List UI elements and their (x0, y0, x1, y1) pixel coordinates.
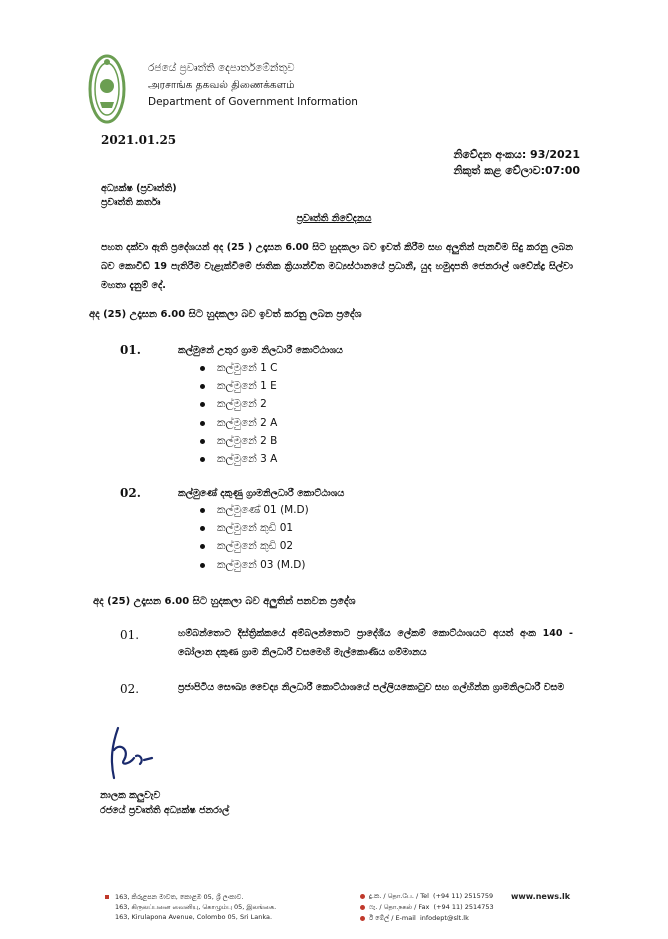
footer-fax: ෆැ. / தொ.நகல் / Fax (+94 11) 2514753 (360, 903, 494, 912)
footer-address-sinhala: 163, කිරුළපන මාවත, කොළඹ 05, ශ්‍රී ලංකාව. (105, 893, 243, 902)
release-number: නිවේදන අංකය: 93/2021 (453, 148, 580, 161)
list-item: කල්මුනේ කුඩි 02 (200, 537, 309, 555)
phone-icon (360, 894, 365, 899)
section-2-heading: අද (25) උදෑසන 6.00 සිට හුදකලා බව අලුතින් පනවන ප්‍රදේශ (93, 596, 356, 607)
list-item: කල්මුනේ 1 E (200, 377, 277, 395)
item-1-text: හම්බන්තොට දිස්ත්‍රික්කයේ අම්බලන්තොට ප්‍රාදේශීය ලේකම් කොට්ඨාශයට අයත් අංක 140 - බෝලාන දකුණ ග්‍රාම නිලධාරී වසමෙහි මැල්කොණිය ගම්මානය (178, 628, 573, 658)
item-2-number: 02. (120, 682, 140, 696)
list-item: කල්මුනේ 1 C (200, 359, 277, 377)
bullet-icon (105, 895, 109, 899)
org-name-english: Department of Government Information (148, 96, 358, 108)
footer-address-english: 163, Kirulapona Avenue, Colombo 05, Sri Lanka. (115, 913, 273, 921)
org-name-tamil: அரசாங்க தகவல் திணைக்களம் (148, 79, 295, 91)
list-item: කල්මුනේ 2 B (200, 432, 277, 450)
sri-lanka-emblem-logo (88, 52, 126, 126)
footer-email: ඊ මේල් / E-mail infodept@slt.lk (360, 914, 469, 923)
recipient-line-1: අධ්‍යක්ෂ (ප්‍රවෘත්ති) (101, 183, 177, 194)
org-name-sinhala: රජයේ ප්‍රවෘත්ති දෙපාර්තමේන්තුව (148, 62, 295, 74)
footer-website-link[interactable]: www.news.lk (511, 892, 571, 901)
release-time: නිකුත් කළ වේලාව:07:00 (453, 164, 580, 177)
group-1-title: කල්මුනේ උතුර ග්‍රාම නිලධාරී කොට්ඨාශය (178, 345, 343, 356)
list-item: කල්මුණේ 01 (M.D) (200, 501, 309, 519)
list-item: කල්මුනේ කුඩි 01 (200, 519, 309, 537)
email-icon (360, 916, 365, 921)
handwritten-signature (100, 720, 170, 790)
group-2-title: කල්මුණේ දකුණු ග්‍රාමනිලධාරී කොට්ඨාශය (178, 488, 345, 499)
signatory-title: රජයේ ප්‍රවෘත්ති අධ්‍යක්ෂ ජනරාල් (100, 805, 230, 816)
document-date: 2021.01.25 (101, 133, 177, 147)
list-item: කල්මුනේ 2 A (200, 414, 277, 432)
list-item: කල්මුනේ 03 (M.D) (200, 556, 309, 574)
subject-heading: ප්‍රවෘත්ති නිවේදනය (296, 213, 372, 224)
list-item: කල්මුනේ 2 (200, 395, 277, 413)
fax-icon (360, 905, 365, 910)
recipient-line-2: ප්‍රවෘත්ති කර්තෘ (101, 197, 161, 208)
footer-tel: දු.ක. / தொ.பே. / Tel (+94 11) 2515759 (360, 892, 493, 901)
item-2-text: ප්‍රජාපිටිය සෞඛ්‍ය වෛද්‍ය නිලධාරී කොට්ඨාශයේ පල්ලියකොටුව සහ ගල්හින්න ග්‍රාමනිලධාරී වසම (178, 682, 565, 693)
group-2-number: 02. (120, 486, 141, 500)
signatory-name: නාලක කලුවැව (100, 790, 161, 801)
group-1-number: 01. (120, 343, 141, 357)
group-1-list (200, 359, 277, 468)
section-1-heading: අද (25) උදෑසන 6.00 සිට හුදකලා බව ඉවත් කරනු ලබන ප්‍රදේශ (89, 309, 362, 320)
footer-address-tamil: 163, கிருலப்பனை வைனியு, கொழும்பு 05, இலங்கை. (115, 903, 277, 911)
intro-paragraph: පහත දක්වා ඇති ප්‍රදේශයන් අද (25 ) උදෑසන 6.00 සිට හුදකලා බව ඉවත් කිරීම සහ අලුතින් පැනවීම සිදු කරනු ලබන බව කොවිඩ් 19 පැතිරීම වැළැක්වීමේ ජාතික ක්‍රියාන්විත මධ්‍යස්ථානයේ ප්‍රධානී, යුද හමුදාපති ජෙනරාල් ශවේන්ද්‍ර සිල්වා මහතා දැනුම් දේ. (101, 242, 573, 291)
list-item: කල්මුනේ 3 A (200, 450, 277, 468)
item-1-number: 01. (120, 628, 140, 642)
group-2-list (200, 501, 309, 574)
